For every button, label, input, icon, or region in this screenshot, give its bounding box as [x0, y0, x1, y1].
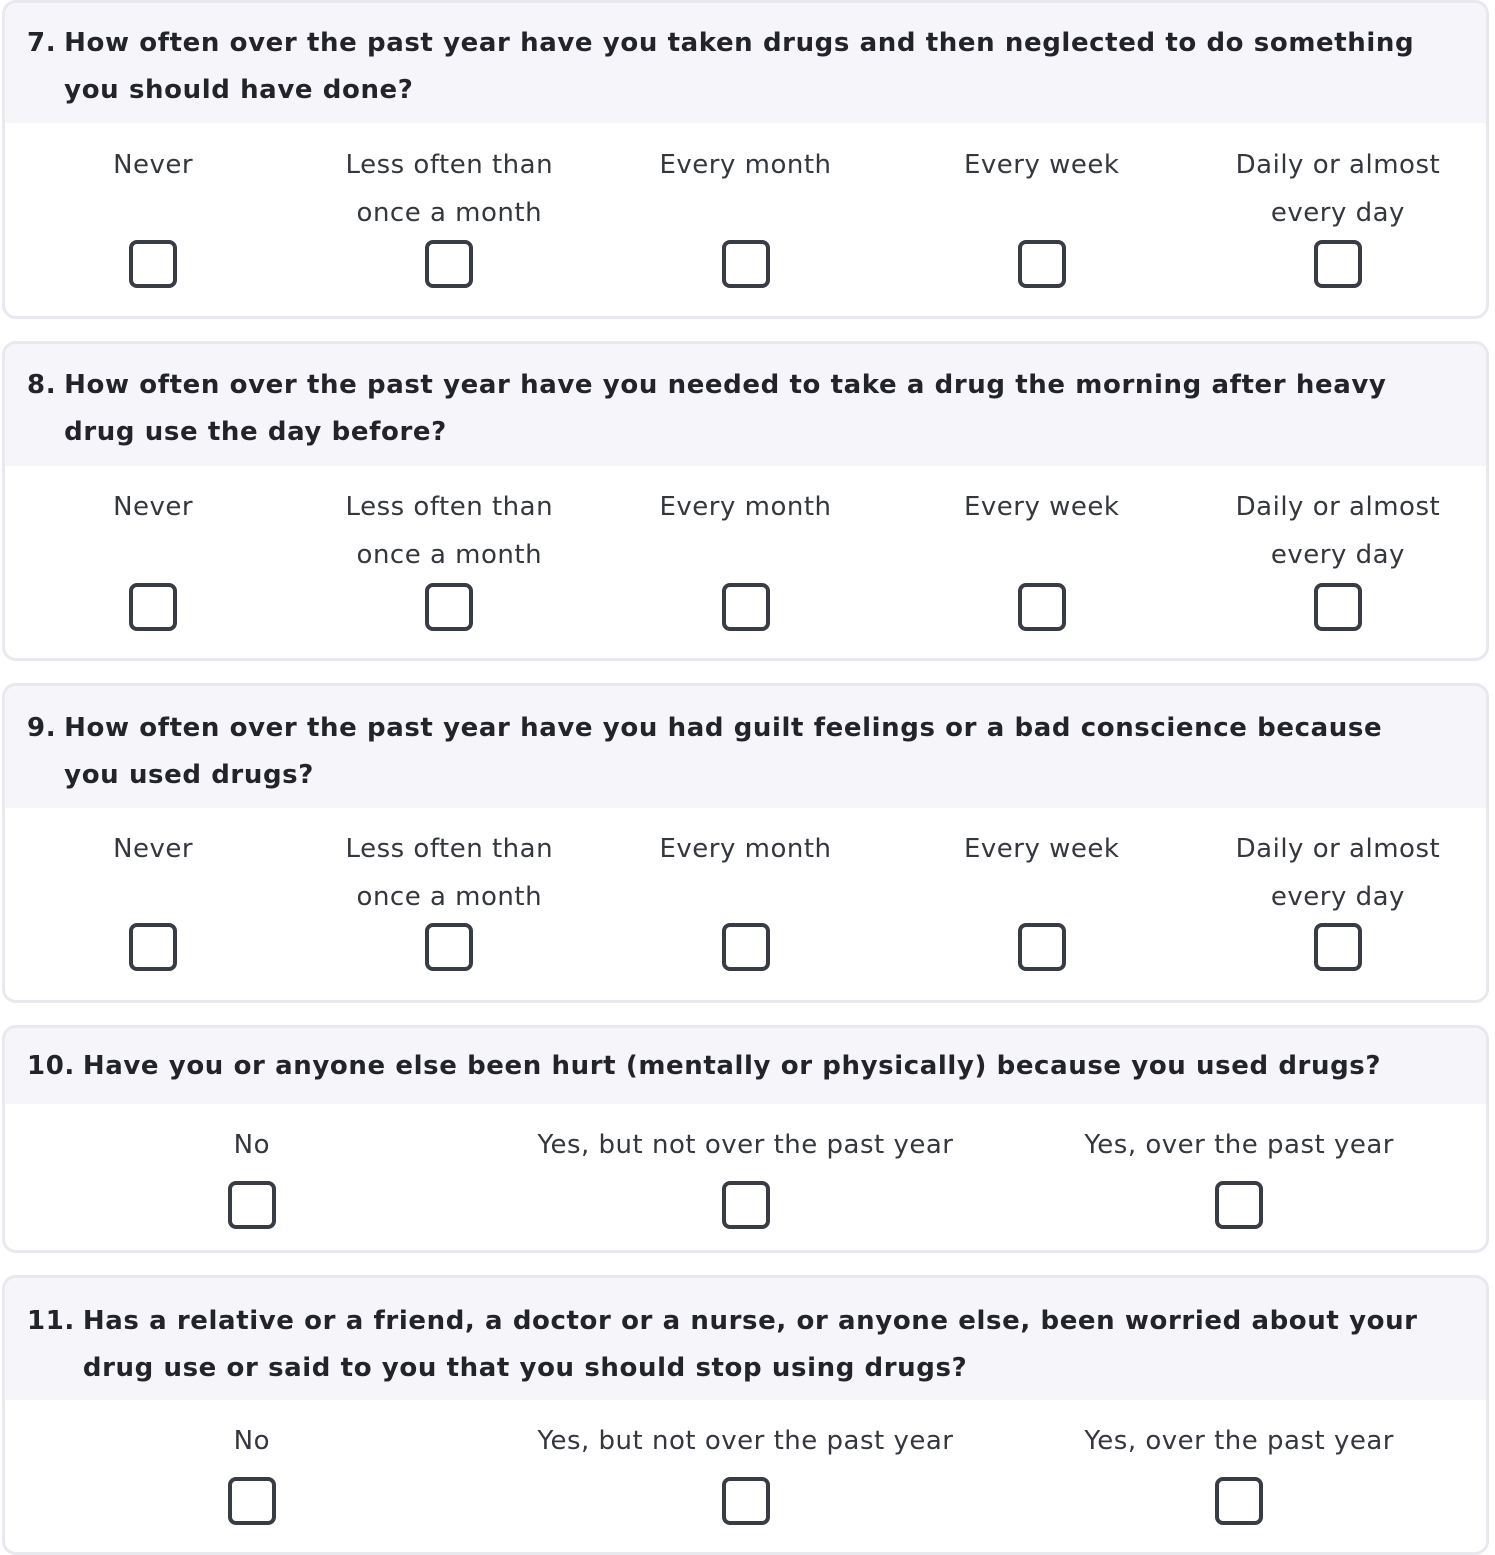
option-label: Daily or almost every day [1235, 492, 1441, 570]
question-text: How often over the past year have you had guilt feelings or a bad conscience because you used drugs? [64, 713, 1383, 790]
option-label: Never [113, 492, 194, 522]
answer-options [5, 1104, 1486, 1229]
option-label: No [233, 1130, 271, 1160]
question-text: Have you or anyone else been hurt (mentally or physically) because you used drugs? [82, 1051, 1382, 1081]
question-number: 9. [27, 713, 57, 743]
checkbox[interactable] [722, 240, 770, 288]
checkbox[interactable] [1215, 1181, 1263, 1229]
checkbox[interactable] [129, 583, 177, 631]
checkbox[interactable] [1018, 240, 1066, 288]
option-every-month [597, 825, 893, 971]
question-number: 10. [27, 1051, 75, 1081]
question-title [27, 362, 1446, 456]
option-label: Less often than once a month [345, 834, 554, 912]
option-label: Less often than once a month [345, 150, 554, 228]
option-less-often-than-once-a-month [301, 825, 597, 971]
option-daily-or-almost-every-day [1190, 825, 1486, 971]
option-every-week [894, 141, 1190, 288]
option-label: Less often than once a month [345, 492, 554, 570]
option-every-month [597, 141, 893, 288]
option-label: Every month [659, 834, 832, 864]
checkbox[interactable] [425, 240, 473, 288]
checkbox[interactable] [228, 1181, 276, 1229]
checkbox[interactable] [129, 923, 177, 971]
question-number: 7. [27, 28, 57, 58]
checkbox[interactable] [1215, 1477, 1263, 1525]
checkbox[interactable] [1314, 583, 1362, 631]
option-label: Daily or almost every day [1235, 834, 1441, 912]
question-card-10 [2, 1025, 1489, 1253]
question-text: How often over the past year have you needed to take a drug the morning after heavy drug use the day before? [64, 370, 1387, 447]
option-label: Every month [659, 150, 832, 180]
option-label: Never [113, 834, 194, 864]
option-never [5, 141, 301, 288]
checkbox[interactable] [722, 923, 770, 971]
option-yes-but-not-over-the-past-year [499, 1417, 993, 1525]
option-less-often-than-once-a-month [301, 141, 597, 288]
checkbox[interactable] [722, 1477, 770, 1525]
option-no [5, 1121, 499, 1229]
checkbox[interactable] [1314, 923, 1362, 971]
question-number: 11. [27, 1306, 75, 1336]
answer-options [5, 466, 1486, 631]
checkbox[interactable] [1314, 240, 1362, 288]
checkbox[interactable] [129, 240, 177, 288]
option-never [5, 483, 301, 631]
question-title [27, 705, 1446, 799]
answer-options [5, 1400, 1486, 1525]
option-label: Yes, over the past year [1084, 1130, 1394, 1160]
question-card-9 [2, 683, 1489, 1003]
question-title [27, 20, 1446, 114]
option-label: Every week [963, 150, 1120, 180]
option-label: Yes, over the past year [1084, 1426, 1394, 1456]
question-card-7 [2, 0, 1489, 319]
option-label: Every month [659, 492, 832, 522]
question-header [5, 1278, 1486, 1400]
checkbox[interactable] [425, 923, 473, 971]
option-less-often-than-once-a-month [301, 483, 597, 631]
checkbox[interactable] [722, 583, 770, 631]
option-label: No [233, 1426, 271, 1456]
option-label: Never [113, 150, 194, 180]
answer-options [5, 808, 1486, 971]
option-never [5, 825, 301, 971]
checkbox[interactable] [1018, 583, 1066, 631]
option-label: Yes, but not over the past year [537, 1130, 954, 1160]
question-header [5, 1028, 1486, 1104]
question-text: Has a relative or a friend, a doctor or a nurse, or anyone else, been worried about your drug use or said to you that you should stop using drugs? [82, 1306, 1418, 1383]
option-daily-or-almost-every-day [1190, 483, 1486, 631]
option-yes-over-the-past-year [992, 1121, 1486, 1229]
question-card-11 [2, 1275, 1489, 1555]
answer-options [5, 123, 1486, 288]
option-label: Daily or almost every day [1235, 150, 1441, 228]
question-header [5, 3, 1486, 123]
checkbox[interactable] [1018, 923, 1066, 971]
option-every-week [894, 825, 1190, 971]
option-every-month [597, 483, 893, 631]
option-daily-or-almost-every-day [1190, 141, 1486, 288]
option-no [5, 1417, 499, 1525]
question-header [5, 344, 1486, 466]
question-card-8 [2, 341, 1489, 661]
checkbox[interactable] [722, 1181, 770, 1229]
question-number: 8. [27, 370, 57, 400]
option-label: Every week [963, 492, 1120, 522]
question-title [27, 1298, 1446, 1392]
question-title [27, 1043, 1446, 1090]
question-header [5, 686, 1486, 808]
option-every-week [894, 483, 1190, 631]
option-label: Every week [963, 834, 1120, 864]
checkbox[interactable] [228, 1477, 276, 1525]
option-yes-over-the-past-year [992, 1417, 1486, 1525]
checkbox[interactable] [425, 583, 473, 631]
question-text: How often over the past year have you taken drugs and then neglected to do something you should have done? [64, 28, 1415, 105]
option-label: Yes, but not over the past year [537, 1426, 954, 1456]
option-yes-but-not-over-the-past-year [499, 1121, 993, 1229]
